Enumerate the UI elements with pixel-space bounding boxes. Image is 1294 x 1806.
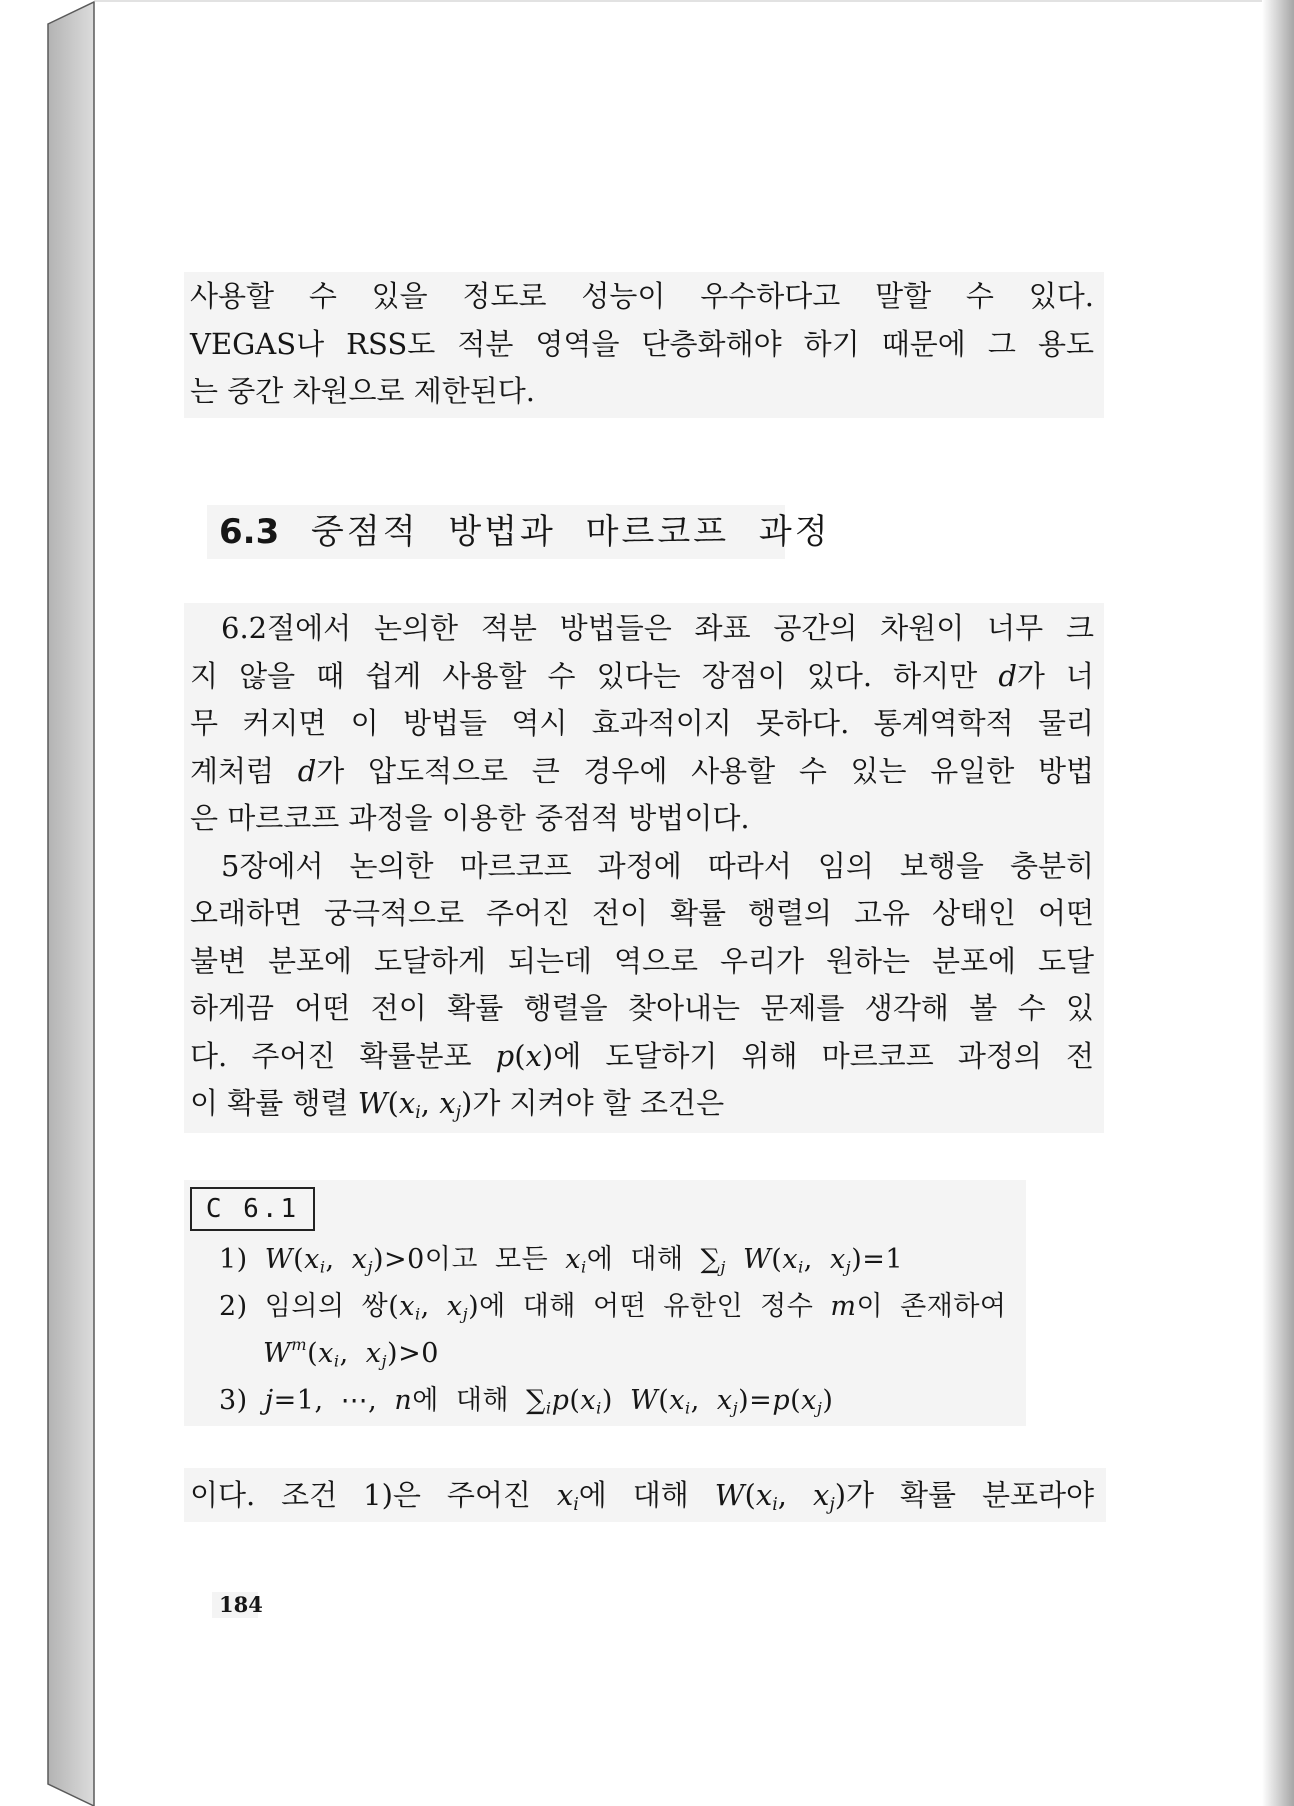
text-run: , bbox=[339, 1338, 366, 1369]
condition-item bbox=[219, 1283, 1079, 1330]
math-subscript: i bbox=[319, 1257, 326, 1277]
math-variable: x bbox=[304, 1244, 320, 1275]
text-run: 무 커지면 이 방법들 역시 효과적이지 못하다. 통계역학적 물리 bbox=[190, 706, 1094, 740]
math-variable: x bbox=[398, 1086, 416, 1120]
text-run: ) bbox=[822, 1385, 834, 1416]
math-variable: W bbox=[357, 1086, 388, 1120]
math-variable: x bbox=[565, 1244, 582, 1275]
math-variable: x bbox=[351, 1244, 368, 1275]
text-line bbox=[190, 1080, 1094, 1128]
text-run: 가 압도적으로 큰 경우에 사용할 수 있는 유일한 방법 bbox=[316, 753, 1094, 788]
text-line bbox=[190, 890, 1094, 938]
text-run: , bbox=[777, 1478, 813, 1512]
math-variable: p bbox=[495, 1038, 515, 1073]
text-run: ( bbox=[771, 1244, 783, 1275]
math-variable: x bbox=[580, 1385, 597, 1416]
condition-list bbox=[219, 1236, 1079, 1424]
math-variable: x bbox=[755, 1478, 773, 1512]
text-run: 이 존재하여 bbox=[856, 1291, 1007, 1322]
text-run: 2) 임의의 쌍( bbox=[219, 1291, 400, 1322]
text-line bbox=[190, 273, 1094, 321]
text-run: 는 중간 차원으로 제한된다. bbox=[190, 374, 536, 408]
math-subscript: j bbox=[381, 1351, 388, 1371]
text-run: 사용할 수 있을 정도로 성능이 우수하다고 말할 수 있다. bbox=[190, 279, 1094, 313]
text-run: , bbox=[325, 1244, 352, 1275]
math-subscript: i bbox=[414, 1304, 421, 1324]
text-line bbox=[190, 653, 1094, 701]
math-variable: W bbox=[263, 1338, 292, 1369]
math-variable: j bbox=[264, 1385, 274, 1416]
math-variable: x bbox=[556, 1478, 574, 1512]
section-heading bbox=[219, 507, 831, 557]
math-variable: x bbox=[446, 1291, 463, 1322]
text-run: 이 확률 행렬 bbox=[190, 1086, 358, 1120]
text-run: 에 대해 ∑ bbox=[412, 1385, 546, 1416]
math-variable: p bbox=[551, 1385, 570, 1416]
text-run: 3) bbox=[219, 1385, 265, 1416]
text-run: 오래하면 궁극적으로 주어진 전이 확률 행렬의 고유 상태인 어떤 bbox=[190, 896, 1094, 930]
math-superscript: m bbox=[291, 1334, 308, 1354]
text-run: ( bbox=[514, 1038, 526, 1073]
text-run: ( bbox=[293, 1244, 305, 1275]
text-line bbox=[190, 1472, 1094, 1520]
text-line bbox=[190, 368, 1094, 416]
text-run: )가 지켜야 할 조건은 bbox=[461, 1086, 725, 1120]
text-run: )= bbox=[738, 1385, 773, 1416]
math-variable: x bbox=[669, 1385, 686, 1416]
page-number: 184 bbox=[219, 1592, 263, 1617]
page-right-edge-shadow bbox=[1262, 0, 1294, 1806]
text-line bbox=[190, 1033, 1094, 1081]
math-subscript: i bbox=[596, 1398, 602, 1418]
text-line bbox=[190, 321, 1094, 369]
math-subscript: j bbox=[732, 1398, 739, 1418]
math-variable: x bbox=[716, 1385, 733, 1416]
text-line bbox=[190, 843, 1094, 891]
text-run: ( bbox=[790, 1385, 802, 1416]
math-subscript: j bbox=[829, 1494, 835, 1515]
text-run: , bbox=[803, 1244, 830, 1275]
math-subscript: i bbox=[415, 1102, 421, 1123]
text-run: 은 마르코프 과정을 이용한 중점적 방법이다. bbox=[190, 801, 750, 835]
text-line bbox=[190, 748, 1094, 796]
condition-box-label bbox=[190, 1187, 315, 1231]
math-subscript: j bbox=[367, 1257, 373, 1277]
math-variable: x bbox=[782, 1244, 799, 1275]
text-run: 다. 주어진 확률분포 bbox=[190, 1038, 496, 1073]
math-subscript: i bbox=[581, 1257, 587, 1277]
math-subscript: i bbox=[333, 1351, 340, 1371]
text-run: 하게끔 어떤 전이 확률 행렬을 찾아내는 문제를 생각해 볼 수 있 bbox=[190, 991, 1094, 1025]
math-variable: x bbox=[439, 1086, 456, 1120]
text-run: =1, ⋯, bbox=[273, 1385, 395, 1416]
text-run: VEGAS나 RSS도 적분 영역을 단층화해야 하기 때문에 그 용도 bbox=[190, 326, 1094, 361]
text-run: 6.2절에서 논의한 적분 방법들은 좌표 공간의 차원이 너무 크 bbox=[221, 611, 1094, 645]
math-variable: d bbox=[297, 753, 317, 788]
text-run: , bbox=[420, 1291, 447, 1322]
math-variable: x bbox=[801, 1385, 817, 1416]
math-variable: x bbox=[318, 1338, 334, 1369]
math-variable: x bbox=[399, 1291, 415, 1322]
text-run: 불변 분포에 도달하게 되는데 역으로 우리가 원하는 분포에 도달 bbox=[190, 943, 1094, 978]
text-run: 지 않을 때 쉽게 사용할 수 있다는 장점이 있다. 하지만 bbox=[190, 658, 999, 693]
math-variable: n bbox=[394, 1385, 413, 1416]
text-run: , bbox=[420, 1086, 440, 1120]
math-subscript: j bbox=[720, 1257, 726, 1277]
math-subscript: i bbox=[685, 1398, 691, 1418]
text-run: 1) bbox=[219, 1244, 265, 1275]
text-line bbox=[190, 700, 1094, 748]
section-number: 6.3 bbox=[219, 512, 280, 552]
text-run: ( bbox=[658, 1385, 670, 1416]
text-run: )에 대해 어떤 유한인 정수 bbox=[468, 1291, 831, 1322]
math-variable: x bbox=[812, 1478, 830, 1512]
math-variable: W bbox=[629, 1385, 659, 1416]
condition-item-continuation bbox=[219, 1330, 1079, 1377]
math-subscript: j bbox=[816, 1398, 823, 1418]
math-variable: W bbox=[714, 1478, 745, 1512]
math-subscript: j bbox=[455, 1102, 461, 1123]
text-run: 가 너 bbox=[1016, 658, 1094, 693]
text-run: 5장에서 논의한 마르코프 과정에 따라서 임의 보행을 충분히 bbox=[221, 848, 1094, 883]
text-run: )>0이고 모든 bbox=[372, 1244, 566, 1275]
text-run: ) bbox=[601, 1385, 630, 1416]
text-line bbox=[190, 795, 1094, 843]
text-run: )=1 bbox=[851, 1244, 904, 1275]
math-variable: m bbox=[830, 1291, 857, 1322]
text-run: , bbox=[690, 1385, 717, 1416]
text-run: 계처럼 bbox=[190, 753, 298, 788]
text-run: ( bbox=[307, 1338, 319, 1369]
condition-item bbox=[219, 1377, 1079, 1424]
text-run: 에 대해 bbox=[578, 1478, 715, 1512]
section-body bbox=[190, 605, 1094, 1128]
text-run: )에 도달하기 위해 마르코프 과정의 전 bbox=[541, 1038, 1094, 1073]
math-subscript: j bbox=[845, 1257, 852, 1277]
condition-item bbox=[219, 1236, 1079, 1283]
math-variable: p bbox=[772, 1385, 791, 1416]
text-run: 이다. 조건 1)은 주어진 bbox=[190, 1478, 557, 1512]
paragraph-continuation bbox=[190, 273, 1094, 416]
text-run: ( bbox=[387, 1086, 399, 1120]
math-variable: x bbox=[829, 1244, 846, 1275]
text-line bbox=[190, 938, 1094, 986]
paragraph-closing bbox=[190, 1472, 1094, 1520]
text-run: ( bbox=[569, 1385, 581, 1416]
section-title: 중점적 방법과 마르코프 과정 bbox=[311, 512, 831, 552]
math-subscript: i bbox=[545, 1398, 552, 1418]
math-variable: W bbox=[743, 1244, 772, 1275]
math-subscript: j bbox=[462, 1304, 469, 1324]
math-variable: W bbox=[264, 1244, 294, 1275]
math-variable: x bbox=[365, 1338, 382, 1369]
text-run: )가 확률 분포라야 bbox=[834, 1478, 1095, 1512]
text-run bbox=[726, 1244, 743, 1275]
text-line bbox=[190, 605, 1094, 653]
math-subscript: i bbox=[772, 1494, 778, 1515]
condition-box-text: C 6.1 bbox=[205, 1194, 300, 1224]
text-run: ( bbox=[744, 1478, 756, 1512]
math-variable: d bbox=[998, 658, 1017, 693]
text-run: )>0 bbox=[387, 1338, 439, 1369]
text-line bbox=[190, 985, 1094, 1033]
book-spine bbox=[48, 2, 94, 1806]
math-variable: x bbox=[525, 1038, 542, 1073]
text-run: 에 대해 ∑ bbox=[586, 1244, 721, 1275]
math-subscript: i bbox=[573, 1494, 579, 1515]
math-subscript: i bbox=[798, 1257, 804, 1277]
